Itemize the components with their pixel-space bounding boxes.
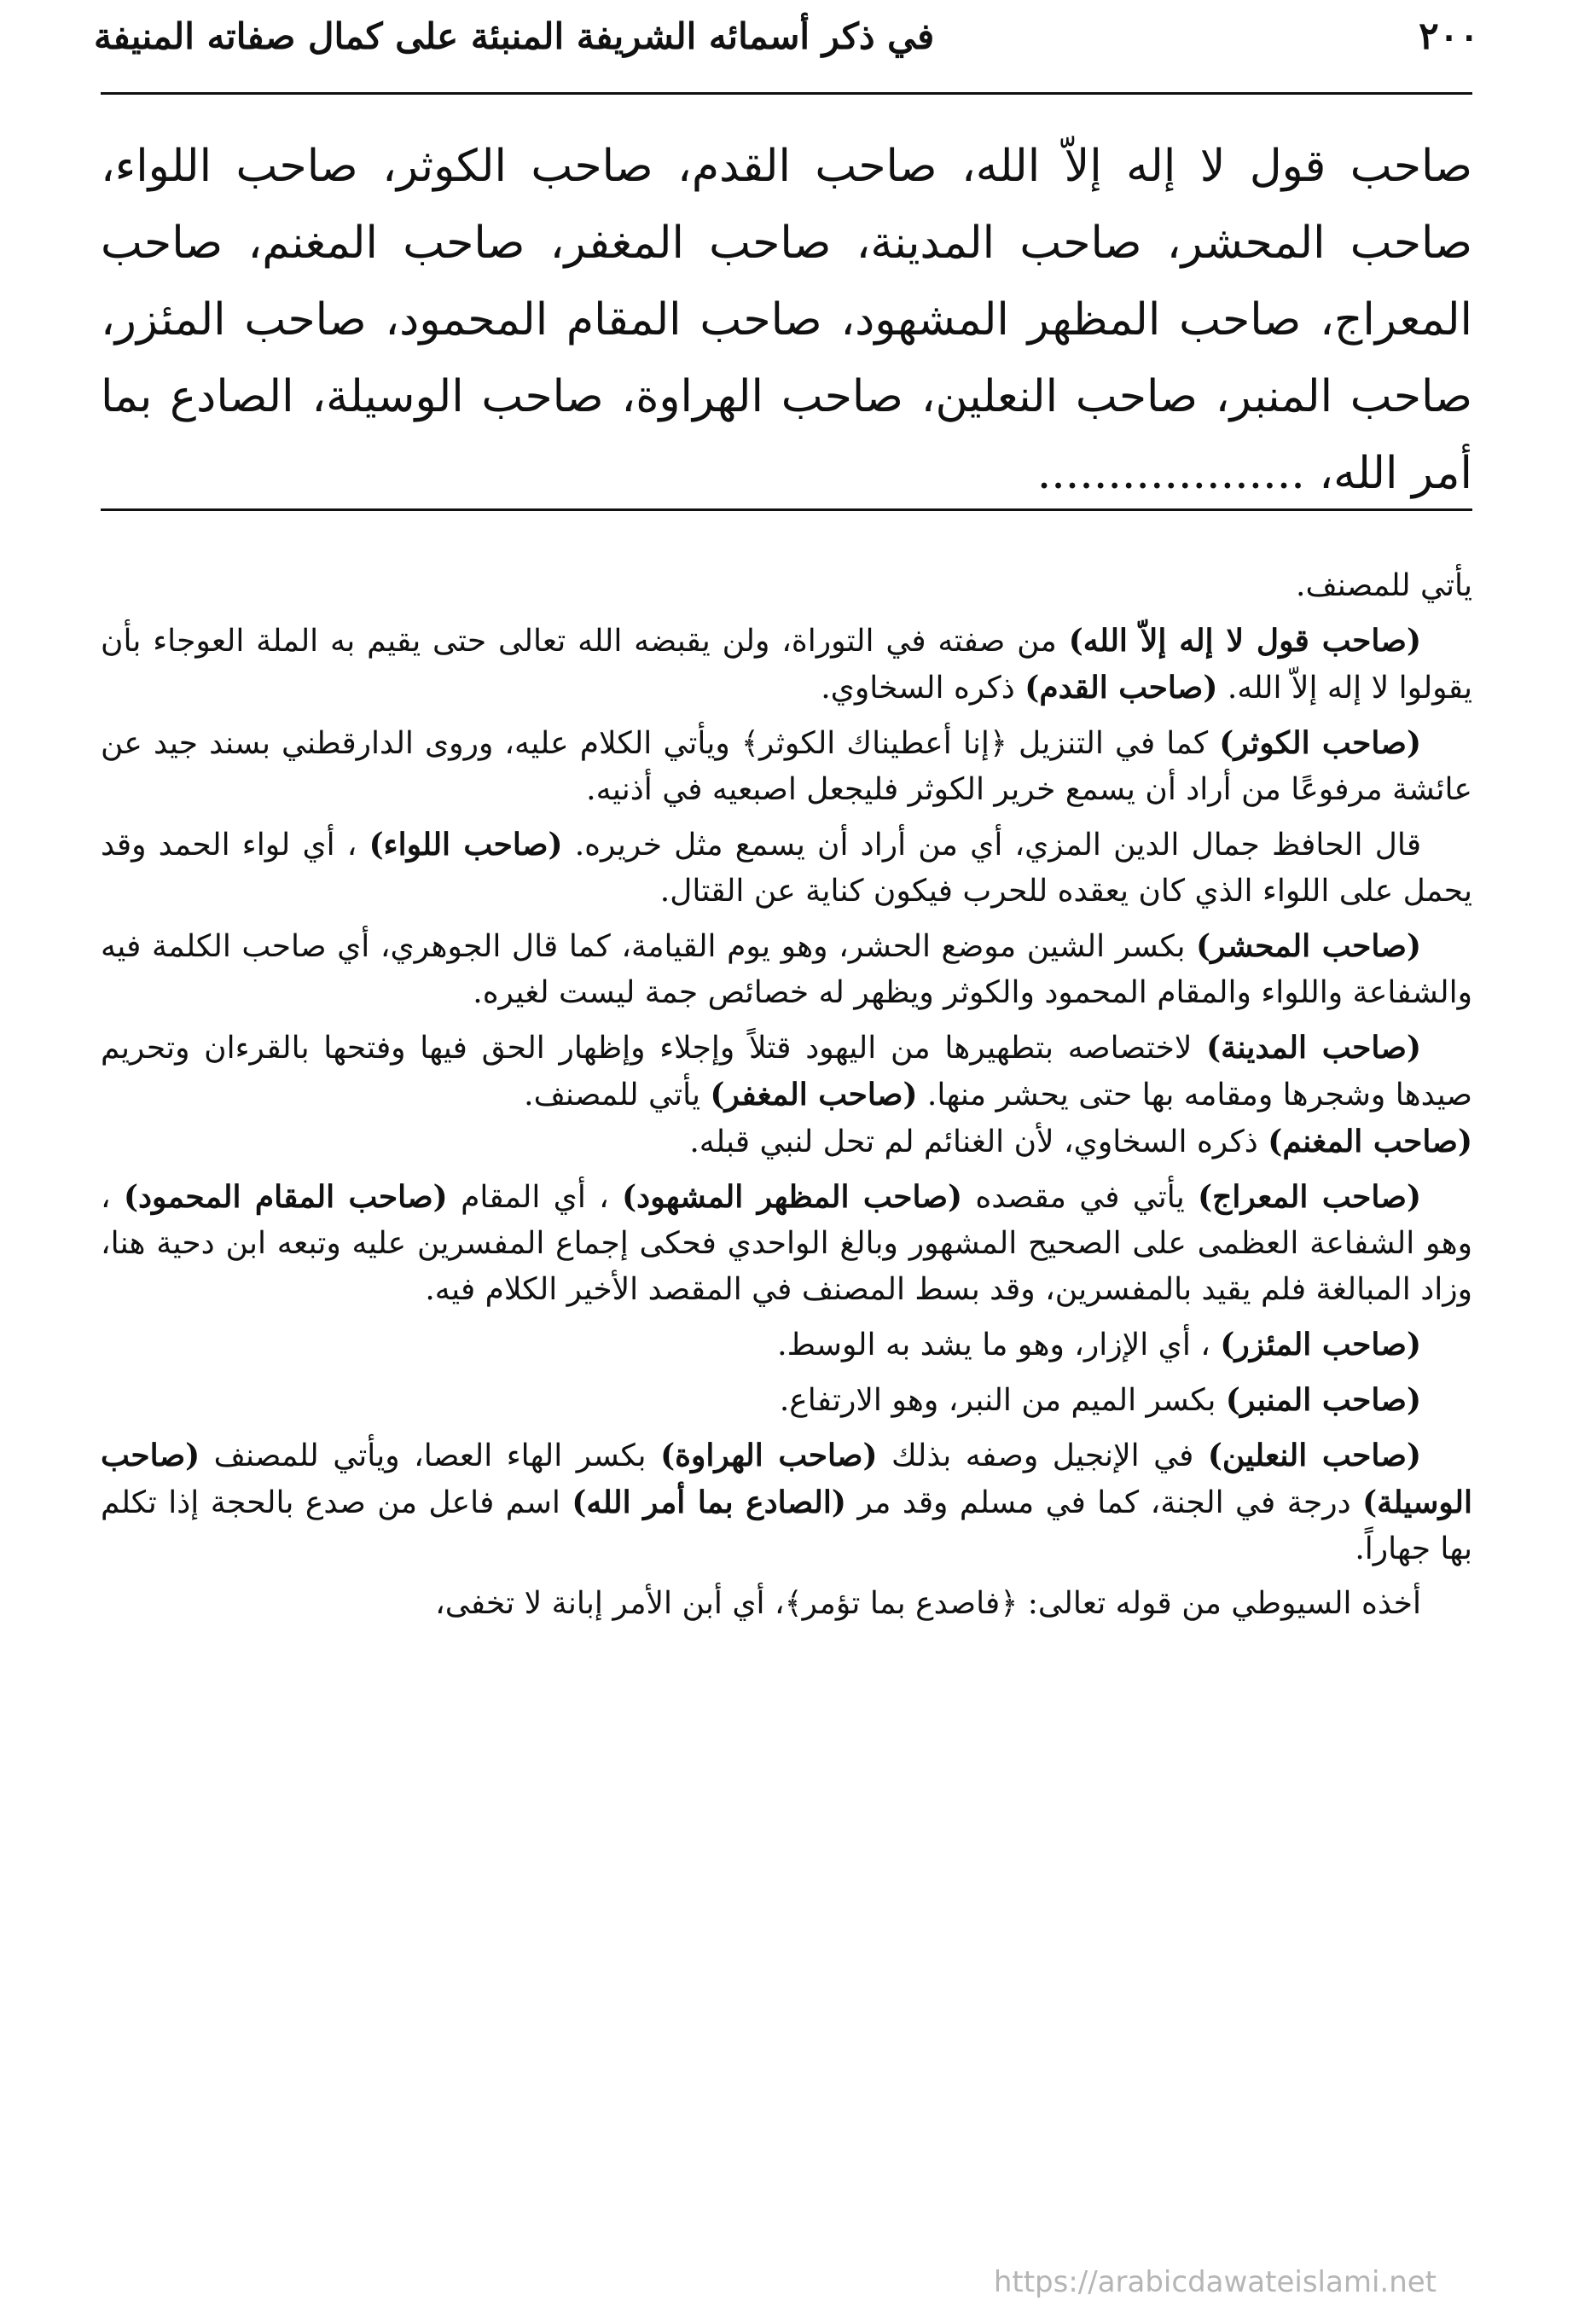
term: (صاحب النعلين) xyxy=(1207,1438,1421,1473)
main-text-trail: ................... xyxy=(1036,448,1305,499)
term: (الصادع بما أمر الله) xyxy=(572,1484,846,1520)
term: (صاحب المغفر) xyxy=(710,1077,918,1113)
page-number: ٢٠٠ xyxy=(1419,15,1479,58)
term: (صاحب القدم) xyxy=(1024,670,1218,706)
term: (صاحب المحشر) xyxy=(1196,928,1421,964)
main-text xyxy=(101,128,1472,512)
term: (صاحب المغنم) xyxy=(1268,1124,1472,1159)
commentary-paragraph: (صاحب المدينة) لاختصاصه بتطهيرها من اليهود قتلاً وإجلاء وإظهار الحق فيها وفتحها بالقرءان وتحريم صيدها وشجرها ومقامه بها حتى يحشر منها. (صاحب المغفر) يأتي للمصنف. (صاحب المغنم) ذكره السخاوي، لأن الغنائم لم تحل لنبي قبله. xyxy=(101,1030,1472,1159)
term: (صاحب المظهر المشهود) xyxy=(622,1179,963,1215)
commentary-paragraph: أخذه السيوطي من قوله تعالى: ﴿فاصدع بما تؤمر﴾، أي أبن الأمر إبانة لا تخفى، xyxy=(435,1586,1421,1621)
commentary-paragraph: قال الحافظ جمال الدين المزي، أي من أراد أن يسمع مثل خريره. (صاحب اللواء) ، أي لواء الحمد وقد يحمل على اللواء الذي كان يعقده للحرب فيكون كناية عن القتال. xyxy=(101,827,1472,909)
running-title: في ذكر أسمائه الشريفة المنبئة على كمال صفاته المنيفة xyxy=(94,15,935,57)
page-header xyxy=(94,0,1479,73)
term: (صاحب الوسيلة) xyxy=(101,1438,1472,1520)
term: (صاحب الهراوة) xyxy=(660,1438,878,1473)
commentary-paragraph: (صاحب المعراج) يأتي في مقصده (صاحب المظهر المشهود) ، أي المقام (صاحب المقام المحمود) ، وهو الشفاعة العظمى على الصحيح المشهور وبالغ الواحدي فحكى إجماع المفسرين عليه وتبعه ابن دحية هنا، وزاد المبالغة فلم يقيد بالمفسرين، وقد بسط المصنف في المقصد الأخير الكلام فيه. xyxy=(101,1179,1472,1307)
header-rule xyxy=(101,92,1472,95)
main-text-body: صاحب قول لا إله إلاّ الله، صاحب القدم، صاحب الكوثر، صاحب اللواء، صاحب المحشر، صاحب المدينة، صاحب المغفر، صاحب المغنم، صاحب المعراج، صاحب المظهر المشهود، صاحب المقام المحمود، صاحب المئزر، صاحب المنبر، صاحب النعلين، صاحب الهراوة، صاحب الوسيلة، الصادع بما أمر الله، xyxy=(101,141,1472,499)
commentary-paragraph: (صاحب المنبر) بكسر الميم من النبر، وهو الارتفاع. xyxy=(779,1382,1421,1418)
commentary-paragraph: يأتي للمصنف. xyxy=(1296,568,1472,603)
watermark-url: https://arabicdawateislami.net xyxy=(993,2265,1437,2299)
term: (صاحب المعراج) xyxy=(1198,1179,1421,1215)
commentary-paragraph: (صاحب المئزر) ، أي الإزار، وهو ما يشد به الوسط. xyxy=(777,1327,1421,1362)
commentary-paragraph: (صاحب المحشر) بكسر الشين موضع الحشر، وهو يوم القيامة، كما قال الجوهري، أي صاحب الكلمة فيه والشفاعة واللواء والمقام المحمود والكوثر ويظهر له خصائص جمة ليست لغيره. xyxy=(101,928,1472,1010)
term: (صاحب المدينة) xyxy=(1206,1030,1421,1066)
term: (صاحب المئزر) xyxy=(1220,1327,1421,1362)
commentary-paragraph: (صاحب قول لا إله إلاّ الله) من صفته في التوراة، ولن يقبضه الله تعالى حتى يقيم به الملة العوجاء بأن يقولوا لا إله إلاّ الله. (صاحب القدم) ذكره السخاوي. xyxy=(101,623,1472,706)
term: (صاحب اللواء) xyxy=(369,827,563,863)
term: (صاحب المقام المحمود) xyxy=(123,1179,448,1215)
commentary xyxy=(101,563,1472,1636)
commentary-paragraph: (صاحب النعلين) في الإنجيل وصفه بذلك (صاحب الهراوة) بكسر الهاء العصا، ويأتي للمصنف (صاحب الوسيلة) درجة في الجنة، كما في مسلم وقد مر (الصادع بما أمر الله) اسم فاعل من صدع بالحجة إذا تكلم بها جهاراً. xyxy=(101,1438,1472,1566)
term: (صاحب المنبر) xyxy=(1225,1382,1421,1418)
section-divider xyxy=(101,508,1472,511)
commentary-paragraph: (صاحب الكوثر) كما في التنزيل ﴿إنا أعطيناك الكوثر﴾ ويأتي الكلام عليه، وروى الدارقطني بسند جيد عن عائشة مرفوعًا من أراد أن يسمع خرير الكوثر فليجعل اصبعيه في أذنيه. xyxy=(101,725,1472,807)
term: (صاحب قول لا إله إلاّ الله) xyxy=(1068,623,1421,659)
term: (صاحب الكوثر) xyxy=(1219,725,1421,761)
